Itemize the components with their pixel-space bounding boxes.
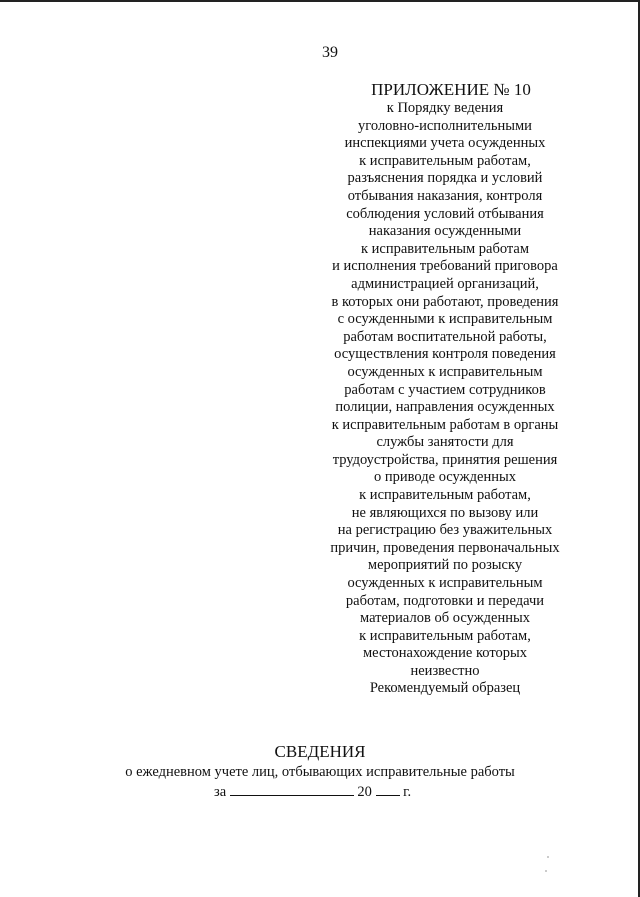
date-line [214, 781, 411, 801]
document-heading [0, 742, 640, 762]
appendix-title: ПРИЛОЖЕНИЕ № 10 [371, 80, 531, 99]
appendix-line: инспекциями учета осужденных [344, 135, 546, 152]
year-suffix: г. [403, 784, 412, 800]
year-blank-field[interactable] [376, 781, 400, 796]
page-number: 39 [322, 44, 338, 61]
appendix-line: на регистрацию без уважительных [337, 522, 553, 539]
heading-text: СВЕДЕНИЯ [274, 742, 366, 761]
appendix-line: не являющихся по вызову или [351, 504, 539, 521]
appendix-line: работам, подготовки и передачи [345, 592, 545, 609]
appendix-line: материалов об осужденных [360, 610, 530, 627]
date-prefix: за [214, 784, 227, 800]
appendix-line: работам воспитательной работы, [343, 328, 547, 345]
appendix-line: к Порядку ведения [386, 100, 504, 116]
appendix-line: мероприятий по розыску [367, 557, 523, 574]
appendix-line: службы занятости для [376, 434, 514, 451]
scan-top-edge [0, 0, 640, 2]
appendix-line: осужденных к исправительным [347, 363, 543, 380]
appendix-line: к исправительным работам, [359, 152, 531, 169]
appendix-line: в которых они работают, проведения [331, 293, 559, 310]
appendix-line: работам с участием сотрудников [344, 381, 546, 398]
appendix-line: местонахождение которых [362, 645, 527, 662]
appendix-block [305, 80, 585, 681]
scan-speck [547, 856, 549, 858]
sample-label: Рекомендуемый образец [369, 680, 521, 696]
year-prefix: 20 [357, 784, 372, 800]
document-subheading: о ежедневном учете лиц, отбывающих исправительные работы [125, 764, 515, 780]
appendix-line: с осужденными к исправительным [337, 311, 553, 328]
appendix-line: разъяснения порядка и условий [347, 170, 543, 187]
appendix-line: о приводе осужденных [374, 469, 516, 486]
appendix-line: наказания осужденными [368, 223, 522, 240]
appendix-line: к исправительным работам [360, 240, 530, 257]
appendix-line: соблюдения условий отбывания [346, 205, 544, 222]
appendix-text [305, 100, 585, 681]
appendix-line: к исправительным работам, [359, 487, 531, 504]
appendix-line: отбывания наказания, контроля [347, 187, 543, 204]
appendix-line: администрацией организаций, [351, 275, 539, 292]
appendix-line: осужденных к исправительным [347, 575, 543, 592]
scan-speck [545, 870, 547, 872]
appendix-line: уголовно-исполнительными [358, 117, 532, 134]
appendix-line: полиции, направления осужденных [335, 399, 555, 416]
appendix-line: причин, проведения первоначальных [330, 539, 560, 556]
appendix-line: к исправительным работам в органы [331, 416, 559, 433]
appendix-line: к исправительным работам, [359, 627, 531, 644]
appendix-line: неизвестно [410, 663, 480, 679]
appendix-line: и исполнения требований приговора [332, 258, 558, 275]
date-blank-field[interactable] [230, 781, 354, 796]
appendix-line: осуществления контроля поведения [334, 346, 556, 363]
appendix-line: трудоустройства, принятия решения [332, 451, 558, 468]
